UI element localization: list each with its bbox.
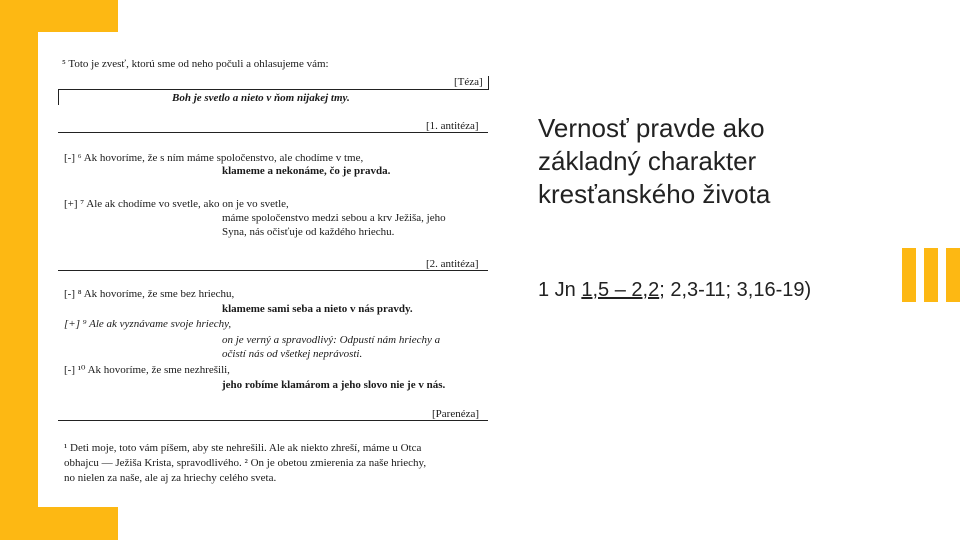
a2-line5: očistí nás od všetkej neprávosti. [222,348,363,360]
divider-parenza [58,420,488,421]
p-line1: ¹ Deti moje, toto vám píšem, aby ste nehrešili. Ale ak niekto zhreší, máme u Otca [64,442,422,454]
label-antiteza1: [1. antitéza] [426,120,479,132]
a2-line2: klameme sami seba a nieto v nás pravdy. [222,303,413,315]
a1-line5: Syna, nás očisťuje od každého hriechu. [222,226,395,238]
a1-line1: [-] ⁶ Ak hovoríme, že s ním máme spoločenstvo, ale chodíme v tme, [64,152,364,164]
ref-prefix: 1 Jn [538,279,582,301]
label-parenza: [Parenéza] [432,408,480,420]
label-teza: [Téza] [454,76,483,88]
divider-teza [58,89,488,90]
a2-line7: jeho robíme klamárom a jeho slovo nie je v nás. [222,379,446,391]
slide-title: Vernosť pravde ako základný charakter kresťanského života [538,113,771,209]
bars-logo-icon [902,248,960,302]
divider-tick [488,76,489,90]
a2-line4: on je verný a spravodlivý: Odpustí nám hriechy a [222,334,441,346]
p-line3: no nielen za naše, ale aj za hriechy celého sveta. [64,472,277,484]
a2-line6: [-] ¹⁰ Ak hovoríme, že sme nezhrešili, [64,364,230,376]
a1-line3: [+] ⁷ Ale ak chodíme vo svetle, ako on je vo svetle, [64,198,289,210]
a1-line2: klameme a nekonáme, čo je pravda. [222,165,391,177]
doc-line-intro: ⁵ Toto je zvesť, ktorú sme od neho počuli a ohlasujeme vám: [62,58,329,70]
divider-tick [58,89,59,105]
divider-antiteza1 [58,132,488,133]
ref-underlined: 1,5 – 2,2 [581,279,660,301]
p-line2: obhajcu — Ježiša Krista, spravodlivého. ² On je obetou zmierenia za naše hriechy, [64,457,427,469]
teza-text: Boh je svetlo a nieto v ňom nijakej tmy. [172,92,350,104]
ref-suffix: ; 2,3-11; 3,16-19) [659,279,812,301]
a2-line1: [-] ⁸ Ak hovoríme, že sme bez hriechu, [64,288,235,300]
label-antiteza2: [2. antitéza] [426,258,479,270]
divider-antiteza2 [58,270,488,271]
a2-line3: [+] ⁹ Ale ak vyznávame svoje hriechy, [64,318,232,330]
a1-line4: máme spoločenstvo medzi sebou a krv Ježiša, jeho [222,212,446,224]
scripture-document [38,32,498,507]
scripture-reference [538,276,811,304]
